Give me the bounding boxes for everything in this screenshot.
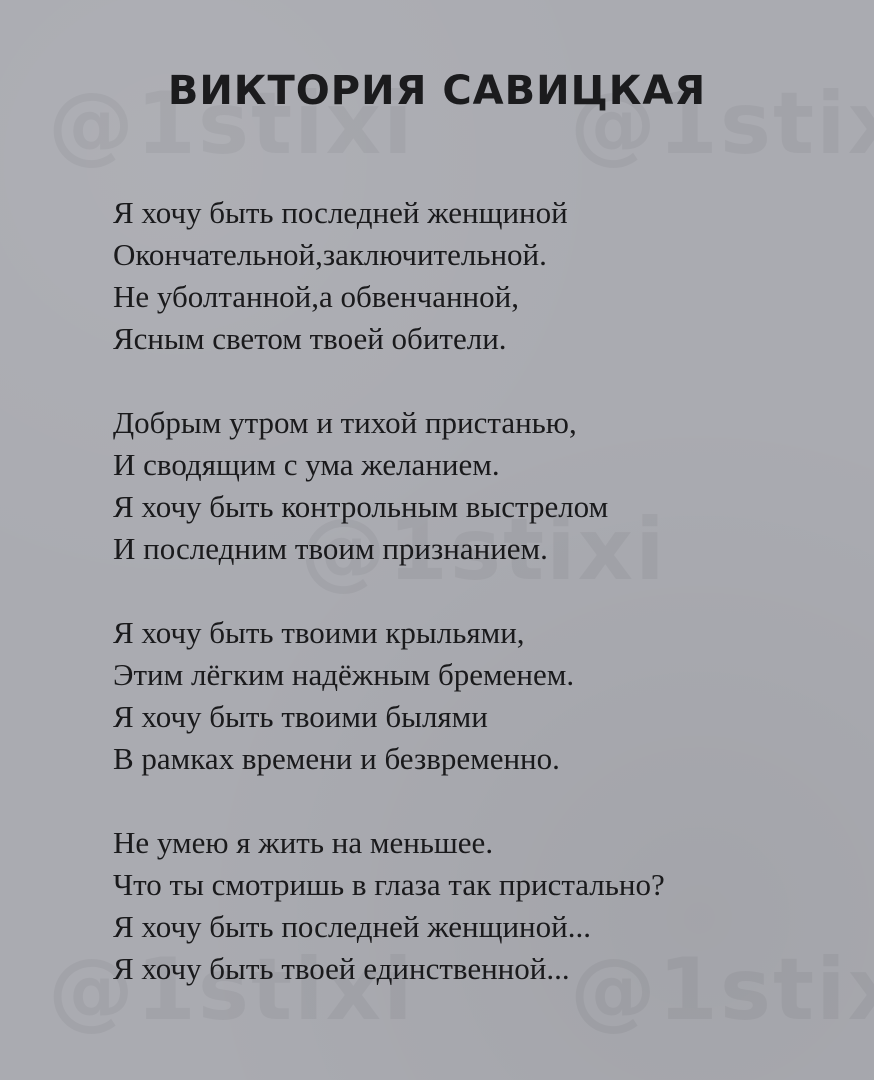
poem-line: И сводящим с ума желанием. bbox=[113, 447, 500, 482]
poem-line: Я хочу быть контрольным выстрелом bbox=[113, 489, 609, 524]
poem-line: Что ты смотришь в глаза так пристально? bbox=[113, 867, 665, 902]
poem-line: Не умею я жить на меньшее. bbox=[113, 825, 494, 860]
stanza-2 bbox=[113, 402, 833, 570]
poem-line: Ясным светом твоей обители. bbox=[113, 321, 507, 356]
poem-line: И последним твоим признанием. bbox=[113, 531, 548, 566]
poem-line: Я хочу быть твоими крыльями, bbox=[113, 615, 525, 650]
poem-line: Не уболтанной,а обвенчанной, bbox=[113, 279, 519, 314]
poem-line: Я хочу быть последней женщиной bbox=[113, 195, 568, 230]
poem-line: Добрым утром и тихой пристанью, bbox=[113, 405, 577, 440]
poem-line: Окончательной,заключительной. bbox=[113, 237, 547, 272]
stanza-4 bbox=[113, 822, 833, 990]
stanza-3 bbox=[113, 612, 833, 780]
stanza-1 bbox=[113, 192, 833, 360]
author-title: ВИКТОРИЯ САВИЦКАЯ bbox=[167, 68, 707, 114]
poem-line: В рамках времени и безвременно. bbox=[113, 741, 560, 776]
poem-line: Этим лёгким надёжным бременем. bbox=[113, 657, 575, 692]
poem-text bbox=[113, 192, 833, 1032]
poem-line: Я хочу быть твоими былями bbox=[113, 699, 488, 734]
poem-line: Я хочу быть последней женщиной... bbox=[113, 909, 591, 944]
poem-line: Я хочу быть твоей единственной... bbox=[113, 951, 570, 986]
